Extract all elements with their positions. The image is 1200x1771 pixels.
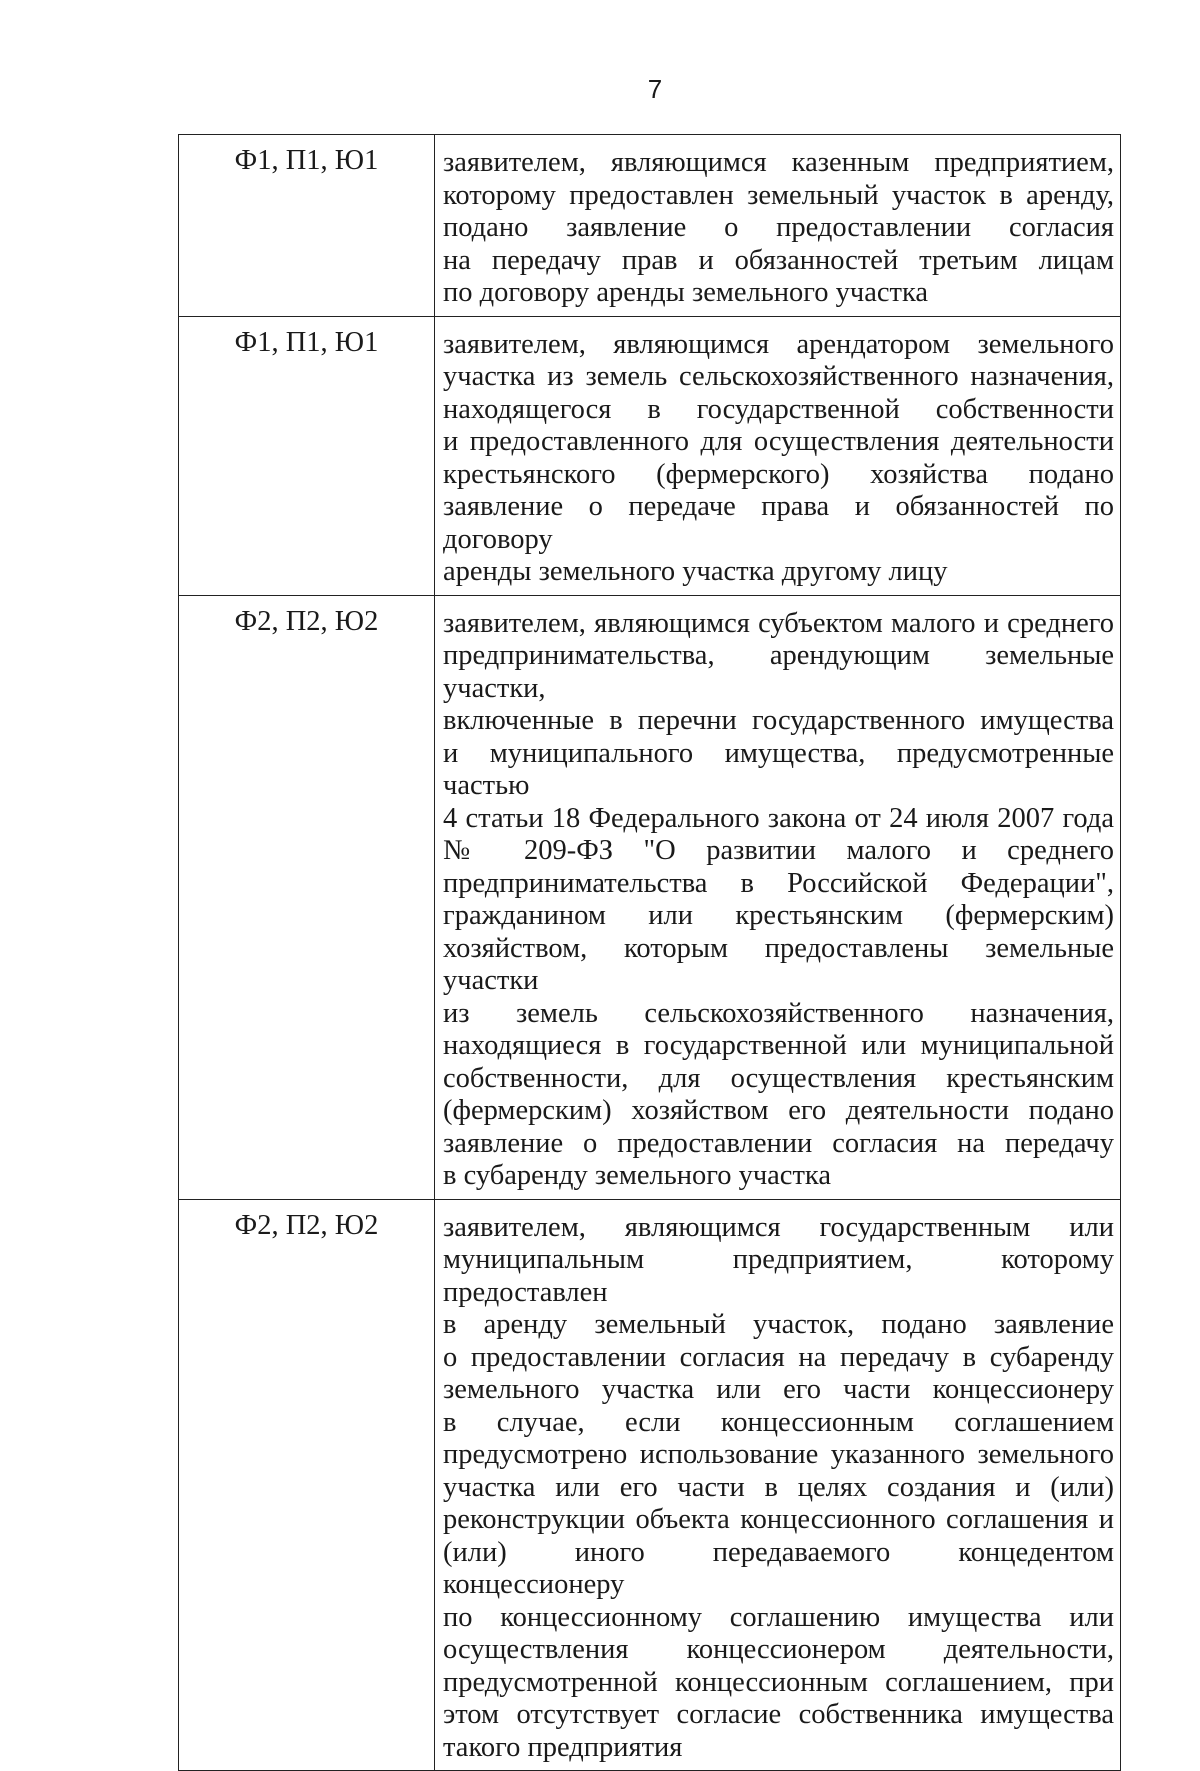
text-line: подано заявление о предоставлении согласия [443, 212, 1114, 243]
text-line: находящиеся в государственной или муниципальной [443, 1030, 1114, 1061]
document-table [178, 134, 1121, 1771]
text-line: в аренду земельный участок, подано заявление [443, 1309, 1114, 1340]
text-line: предпринимательства в Российской Федерации", [443, 867, 1114, 899]
text-line: которому предоставлен земельный участок в аренду, [443, 179, 1114, 211]
row-text-cell [435, 135, 1121, 317]
text-line: предусмотренной концессионным соглашением, при [443, 1666, 1114, 1698]
row-code-cell: Ф2, П2, Ю2 [179, 595, 435, 1199]
text-line: этом отсутствует согласие собственника имущества [443, 1699, 1114, 1730]
text-line: заявление о передаче права и обязанностей по договору [443, 491, 1114, 555]
text-line: заявление о предоставлении согласия на передачу [443, 1127, 1114, 1159]
row-code-cell: Ф2, П2, Ю2 [179, 1199, 435, 1771]
text-line: собственности, для осуществления крестьянским [443, 1062, 1114, 1094]
text-line: хозяйством, которым предоставлены земельные участки [443, 932, 1114, 996]
text-line: гражданином или крестьянским (фермерским) [443, 900, 1114, 931]
table-body [179, 135, 1121, 1771]
row-code-cell: Ф1, П1, Ю1 [179, 135, 435, 317]
text-line: в случае, если концессионным соглашением [443, 1406, 1114, 1438]
text-line: заявителем, являющимся казенным предприятием, [443, 147, 1114, 178]
table-row [179, 135, 1121, 317]
table-row [179, 316, 1121, 595]
table-row [179, 1199, 1121, 1771]
page-number: 7 [647, 74, 663, 104]
text-line: предпринимательства, арендующим земельные участки, [443, 640, 1114, 704]
text-line: и предоставленного для осуществления деятельности [443, 426, 1114, 457]
text-line: из земель сельскохозяйственного назначения, [443, 997, 1114, 1029]
text-line: предусмотрено использование указанного земельного [443, 1439, 1114, 1470]
row-code-cell: Ф1, П1, Ю1 [179, 316, 435, 595]
text-line: осуществления концессионером деятельности, [443, 1634, 1114, 1665]
text-line: муниципальным предприятием, которому предоставлен [443, 1244, 1114, 1308]
text-line: заявителем, являющимся субъектом малого и среднего [443, 607, 1114, 639]
text-line: в субаренду земельного участка [443, 1160, 831, 1191]
text-line: о предоставлении согласия на передачу в субаренду [443, 1341, 1114, 1373]
text-line: участка из земель сельскохозяйственного назначения, [443, 361, 1114, 392]
text-line: (или) иного передаваемого концедентом концессионеру [443, 1536, 1114, 1600]
text-line: на передачу прав и обязанностей третьим лицам [443, 244, 1114, 276]
table-row [179, 595, 1121, 1199]
row-text-cell [435, 1199, 1121, 1771]
text-line: находящегося в государственной собственности [443, 393, 1114, 425]
text-line: № 209-ФЗ "О развитии малого и среднего [443, 835, 1114, 866]
row-text-cell [435, 316, 1121, 595]
text-line: заявителем, являющимся государственным или [443, 1211, 1114, 1243]
text-line: включенные в перечни государственного имущества [443, 705, 1114, 736]
text-line: по договору аренды земельного участка [443, 277, 929, 308]
text-line: участка или его части в целях создания и (или) [443, 1471, 1114, 1503]
text-line: аренды земельного участка другому лицу [443, 556, 948, 587]
text-line: и муниципального имущества, предусмотренные частью [443, 737, 1114, 801]
text-line: заявителем, являющимся арендатором земельного [443, 328, 1114, 360]
row-text-cell [435, 595, 1121, 1199]
text-line: реконструкции объекта концессионного соглашения и [443, 1504, 1114, 1535]
text-line: такого предприятия [443, 1731, 683, 1763]
text-line: крестьянского (фермерского) хозяйства подано [443, 458, 1114, 490]
text-line: земельного участка или его части концессионеру [443, 1374, 1114, 1405]
text-line: (фермерским) хозяйством его деятельности подано [443, 1095, 1114, 1126]
text-line: по концессионному соглашению имущества или [443, 1601, 1114, 1633]
text-line: 4 статьи 18 Федерального закона от 24 июля 2007 года [443, 802, 1114, 834]
